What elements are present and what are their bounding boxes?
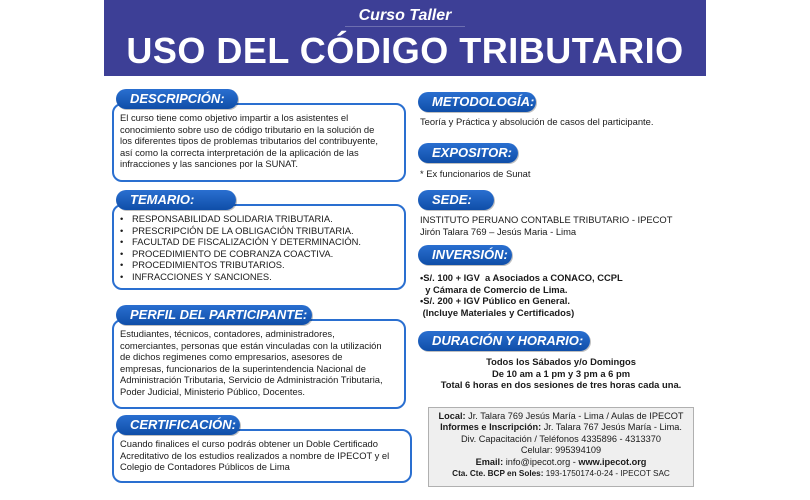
contact-local [429,411,693,422]
perfil-line: comerciantes, personas que están vinculadas con la utilización [120,339,382,351]
certificacion-box [112,429,412,483]
certificacion-line: Colegio de Contadores Públicos de Lima [120,461,290,473]
duracion-line: De 10 am a 1 pm y 3 pm a 6 pm [491,367,631,379]
duracion-line: Total 6 horas en dos sesiones de tres horas cada una. [440,379,682,391]
website-link[interactable]: www.ipecot.org [578,456,647,467]
descripcion-heading: DESCRIPCIÓN: [116,89,238,109]
duracion-text [416,356,706,391]
certificacion-line: Acreditativo de los estudios realizados a nombre de IPECOT y el [120,449,390,461]
perfil-line: Poder Judicial, Ministerio Público, Docentes. [120,385,305,397]
perfil-line: de dichos regimenes como empresarios, asesores de [120,351,343,363]
temario-item: • PROCEDIMIENTO DE COBRANZA COACTIVA. [120,248,398,260]
contact-cuenta [429,468,693,479]
email-value[interactable]: info@ipecot.org - [503,456,579,467]
email-label: Email: [475,456,504,467]
contact-informes [429,422,693,433]
sede-line: INSTITUTO PERUANO CONTABLE TRIBUTARIO - IPECOT [420,214,673,225]
perfil-box [112,319,406,409]
cuenta-value: 193-1750174-0-24 - IPECOT SAC [543,469,670,479]
temario-item: • PROCEDIMIENTOS TRIBUTARIOS. [120,259,398,271]
temario-item: • PRESCRIPCIÓN DE LA OBLIGACIÓN TRIBUTARIA. [120,225,398,237]
duracion-heading: DURACIÓN Y HORARIO: [418,331,590,351]
descripcion-box [112,103,406,182]
inversion-line: •S/. 200 + IGV Público en General. [420,295,570,307]
course-title: USO DEL CÓDIGO TRIBUTARIO [126,30,684,71]
informes-label: Informes e Inscripción: [440,422,542,433]
temario-item: • FACULTAD DE FISCALIZACIÓN Y DETERMINACIÓN. [120,236,398,248]
certificacion-line: Cuando finalices el curso podrás obtener un Doble Certificado [120,438,378,449]
perfil-heading: PERFIL DEL PARTICIPANTE: [116,305,312,325]
perfil-line: Estudiantes, técnicos, contadores, administradores, [120,328,335,339]
perfil-line: Administración Tributaria, Servicio de Administración Tributaria, [120,374,383,386]
contact-box [428,407,694,487]
contact-email [429,457,693,468]
descripcion-line: conocimiento sobre uso de código tributario en la solución de [120,123,375,135]
cuenta-label: Cta. Cte. BCP en Soles: [452,469,544,479]
inversion-line: (Incluye Materiales y Certificados) [420,306,575,318]
descripcion-line: infracciones y las sanciones por la SUNAT. [120,158,299,170]
certificacion-heading: CERTIFICACIÓN: [116,415,240,435]
inversion-line: y Cámara de Comercio de Lima. [420,283,568,295]
inversion-line: •S/. 100 + IGV a Asociados a CONACO, CCPL [420,272,623,283]
contact-division: Div. Capacitación / Teléfonos 4335896 - 4313370 [461,433,661,444]
descripcion-line: los diferentes tipos de problemas tributarios del contribuyente, [120,135,378,147]
temario-item: • INFRACCIONES Y SANCIONES. [120,271,398,283]
descripcion-line: así como la correcta interpretación de la aplicación de las [120,146,359,158]
sede-heading: SEDE: [418,190,494,210]
temario-item: • RESPONSABILIDAD SOLIDARIA TRIBUTARIA. [120,213,398,225]
sede-text [420,214,672,237]
metodologia-text: Teoría y Práctica y absolución de casos del participante. [420,116,654,127]
duracion-line: Todos los Sábados y/o Domingos [486,356,636,367]
inversion-heading: INVERSIÓN: [418,245,512,265]
header-banner [104,0,706,76]
temario-list [120,213,398,283]
informes-value: Jr. Talara 767 Jesús María - Lima. [541,422,682,433]
descripcion-line: El curso tiene como objetivo impartir a los asistentes el [120,112,349,123]
metodologia-heading: METODOLOGÍA: [418,92,536,112]
local-label: Local: [438,411,466,421]
course-kicker: Curso Taller [345,0,466,27]
temario-heading: TEMARIO: [116,190,236,210]
temario-box [112,204,406,290]
perfil-line: empresas, funcionarios de la superintendencia Nacional de [120,362,366,374]
contact-celular: Celular: 995394109 [520,445,602,456]
inversion-text [420,272,623,318]
expositor-heading: EXPOSITOR: [418,143,518,163]
sede-line: Jirón Talara 769 – Jesús Maria - Lima [420,225,577,237]
local-value: Jr. Talara 769 Jesús María - Lima / Aulas de IPECOT [465,411,684,421]
expositor-text: * Ex funcionarios de Sunat [420,168,531,179]
